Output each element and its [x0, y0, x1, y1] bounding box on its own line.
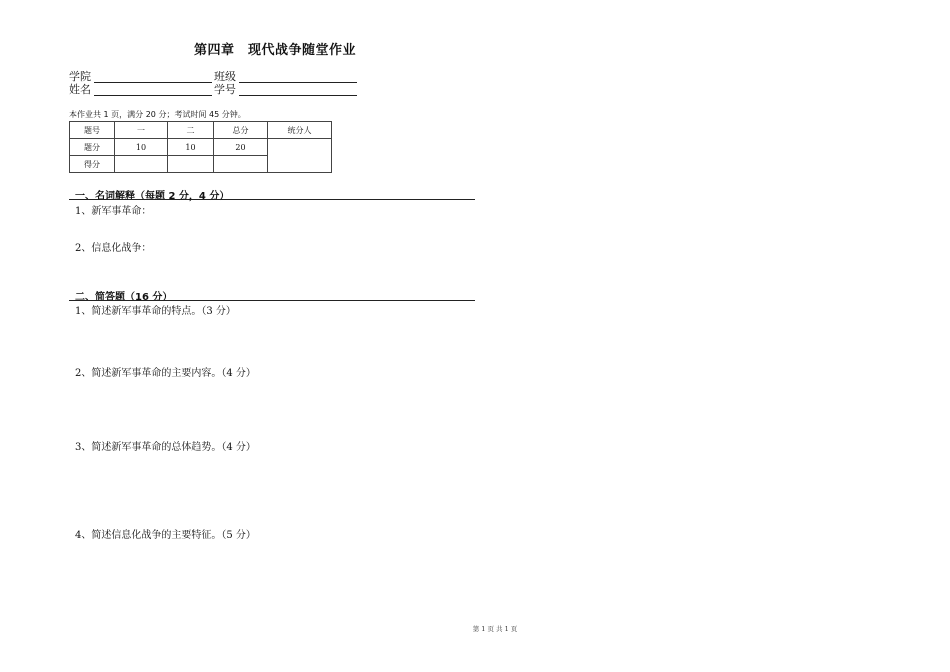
table-cell: 二 [168, 122, 214, 139]
question-item: 2、信息化战争： [75, 243, 152, 254]
table-cell: 20 [214, 139, 268, 156]
score-input-cell[interactable] [214, 156, 268, 173]
question-item: 3、简述新军事革命的总体趋势。（4 分） [75, 442, 256, 453]
class-label: 班级 [214, 70, 236, 83]
exam-notice: 本作业共 1 页，满分 20 分；考试时间 45 分钟。 [69, 110, 246, 119]
page-title: 第四章 现代战争随堂作业 [193, 43, 356, 58]
score-input-cell[interactable] [115, 156, 168, 173]
section-heading: 二、简答题（16 分） [75, 292, 173, 303]
table-cell: 统分人 [268, 122, 332, 139]
table-row [70, 139, 332, 156]
table-cell: 题分 [70, 139, 115, 156]
score-input-cell[interactable] [168, 156, 214, 173]
grader-cell[interactable] [268, 139, 332, 173]
table-cell: 一 [115, 122, 168, 139]
college-label: 学院 [69, 70, 91, 83]
table-cell: 题号 [70, 122, 115, 139]
question-item: 4、简述信息化战争的主要特征。（5 分） [75, 530, 256, 541]
section-heading: 一、名词解释（每题 2 分，4 分） [75, 191, 230, 202]
student-id-label: 学号 [214, 83, 236, 96]
class-field[interactable] [239, 71, 357, 83]
college-field[interactable] [94, 71, 212, 83]
table-cell: 10 [168, 139, 214, 156]
score-table [69, 121, 332, 173]
table-cell: 总分 [214, 122, 268, 139]
section-divider [69, 300, 475, 301]
name-field[interactable] [94, 84, 212, 96]
question-item: 1、新军事革命： [75, 206, 152, 217]
table-cell: 10 [115, 139, 168, 156]
question-item: 1、简述新军事革命的特点。（3 分） [75, 306, 236, 317]
section-divider [69, 199, 475, 200]
question-item: 2、简述新军事革命的主要内容。（4 分） [75, 368, 256, 379]
student-id-field[interactable] [239, 84, 357, 96]
table-cell: 得分 [70, 156, 115, 173]
table-row [70, 122, 332, 139]
page-number: 第 1 页 共 1 页 [472, 625, 518, 633]
name-label: 姓名 [69, 83, 91, 96]
